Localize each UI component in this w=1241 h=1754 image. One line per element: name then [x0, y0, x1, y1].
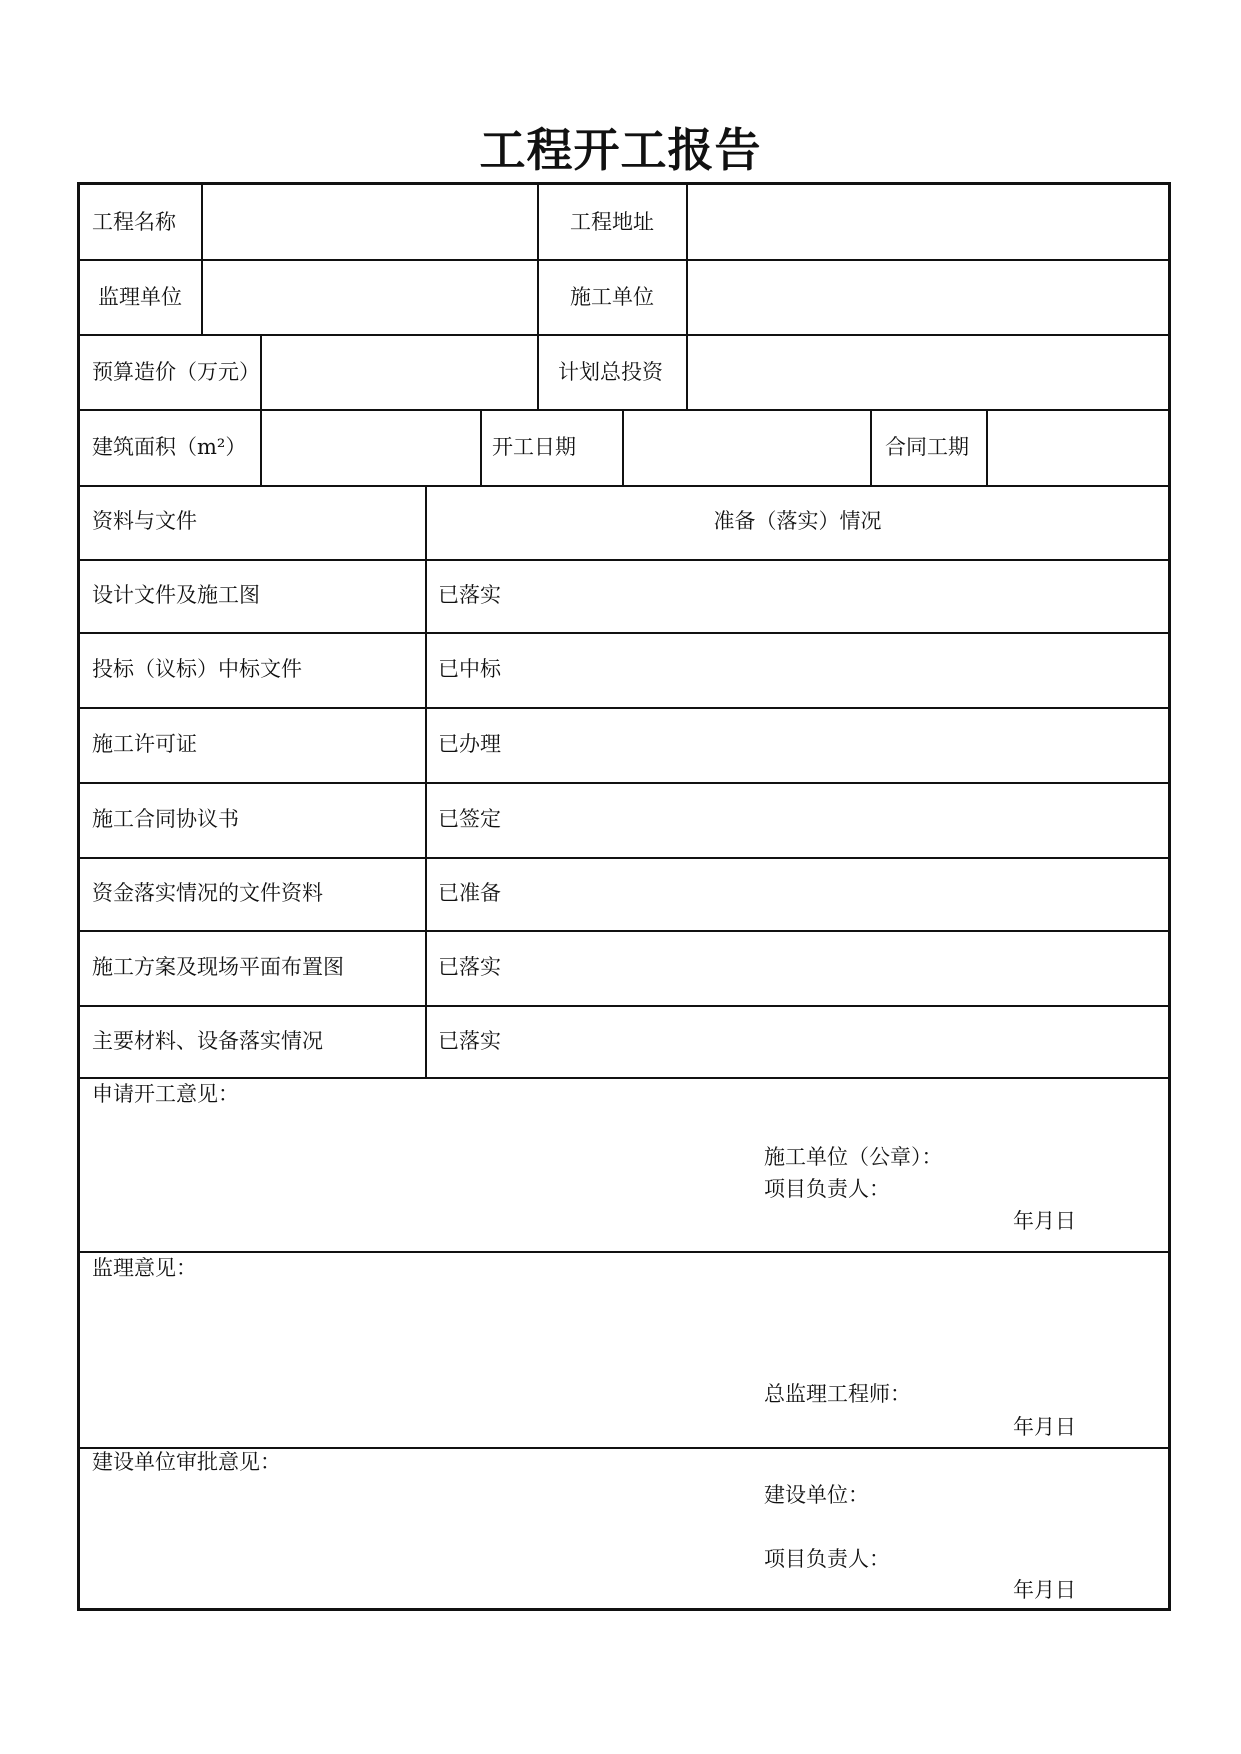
apply-seal-label: 施工单位（公章）： — [764, 1145, 943, 1169]
apply-manager-label: 项目负责人： — [764, 1177, 890, 1201]
row-divider — [80, 1447, 1168, 1449]
row-divider — [80, 1077, 1168, 1079]
apply-opinion-label: 申请开工意见： — [92, 1082, 239, 1106]
owner-manager-label: 项目负责人： — [764, 1547, 890, 1571]
owner-date-label: 年月日 — [1013, 1578, 1076, 1602]
row-divider — [80, 782, 1168, 784]
col-divider — [260, 334, 262, 485]
row-divider — [80, 334, 1168, 336]
row-divider — [80, 707, 1168, 709]
doc-status: 已签定 — [438, 807, 501, 831]
doc-status: 已落实 — [438, 1029, 501, 1053]
col-divider — [686, 185, 688, 409]
col-divider — [870, 409, 872, 485]
row-divider — [80, 632, 1168, 634]
doc-item: 施工许可证 — [92, 732, 197, 756]
project-address-label: 工程地址 — [570, 210, 654, 234]
owner-opinion-label: 建设单位审批意见： — [92, 1450, 281, 1474]
doc-item: 资金落实情况的文件资料 — [92, 881, 323, 905]
docs-header-item: 资料与文件 — [92, 509, 197, 533]
project-name-label: 工程名称 — [92, 210, 176, 234]
col-divider — [622, 409, 624, 485]
col-divider — [425, 485, 427, 1077]
doc-item: 主要材料、设备落实情况 — [92, 1029, 323, 1053]
row-divider — [80, 857, 1168, 859]
owner-unit-label: 建设单位： — [764, 1483, 869, 1507]
row-divider — [80, 559, 1168, 561]
row-divider — [80, 930, 1168, 932]
doc-item: 施工合同协议书 — [92, 807, 239, 831]
doc-item: 施工方案及现场平面布置图 — [92, 955, 344, 979]
doc-status: 已落实 — [438, 583, 501, 607]
docs-header-status: 准备（落实）情况 — [713, 509, 882, 533]
supervision-unit-label: 监理单位 — [98, 285, 182, 309]
start-date-label: 开工日期 — [492, 435, 576, 459]
doc-status: 已中标 — [438, 657, 501, 681]
col-divider — [537, 185, 539, 409]
row-divider — [80, 409, 1168, 411]
chief-engineer-label: 总监理工程师： — [764, 1382, 911, 1406]
doc-status: 已准备 — [438, 881, 501, 905]
doc-item: 设计文件及施工图 — [92, 583, 260, 607]
supervision-opinion-label: 监理意见： — [92, 1256, 197, 1280]
construction-unit-label: 施工单位 — [570, 285, 654, 309]
row-divider — [80, 485, 1168, 487]
row-divider — [80, 1251, 1168, 1253]
col-divider — [201, 185, 203, 334]
page-title: 工程开工报告 — [479, 123, 762, 177]
doc-status: 已办理 — [438, 732, 501, 756]
col-divider — [480, 409, 482, 485]
planned-investment-label: 计划总投资 — [558, 360, 663, 384]
col-divider — [986, 409, 988, 485]
apply-date-label: 年月日 — [1013, 1209, 1076, 1233]
supervision-date-label: 年月日 — [1013, 1415, 1076, 1439]
doc-status: 已落实 — [438, 955, 501, 979]
doc-item: 投标（议标）中标文件 — [92, 657, 302, 681]
row-divider — [80, 259, 1168, 261]
row-divider — [80, 1005, 1168, 1007]
building-area-label: 建筑面积（m²） — [92, 435, 247, 459]
start-report-form — [77, 182, 1171, 1611]
contract-period-label: 合同工期 — [885, 435, 969, 459]
budget-cost-label: 预算造价（万元） — [92, 360, 260, 384]
